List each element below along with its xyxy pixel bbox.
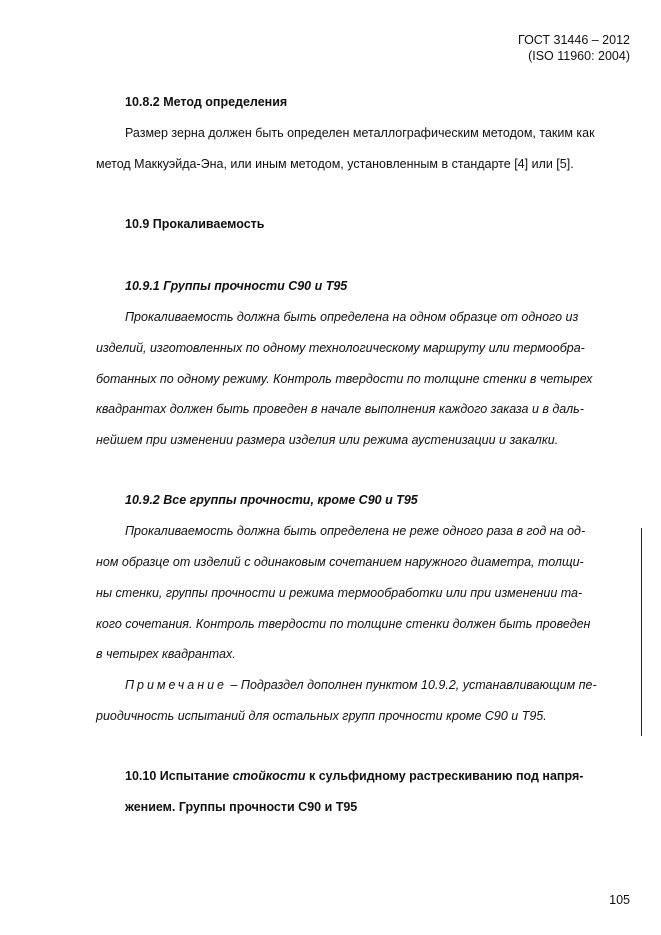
section-heading-10-9-2: 10.9.2 Все группы прочности, кроме С90 и Т95 <box>125 493 418 507</box>
section-heading-10-10 <box>125 768 583 784</box>
section-heading-10-9-1: 10.9.1 Группы прочности С90 и Т95 <box>125 279 348 293</box>
section-heading-10-10-cont: жением. Группы прочности С90 и Т95 <box>125 800 358 814</box>
paragraph-line: нейшем при изменении размера изделия или режима аустенизации и закалки. <box>96 433 559 447</box>
change-bar <box>641 528 642 736</box>
page-number: 105 <box>609 893 630 907</box>
heading-part: к сульфидному растрескиванию под напря- <box>305 769 584 783</box>
note-line: риодичность испытаний для остальных групп прочности кроме С90 и Т95. <box>96 709 547 723</box>
note-label: Примечание <box>125 678 227 692</box>
paragraph-line: изделий, изготовленных по одному технологическому маршруту или термообра- <box>96 341 585 355</box>
paragraph-line: квадрантах должен быть проведен в начале выполнения каждого заказа и в даль- <box>96 402 584 416</box>
section-heading-10-8-2: 10.8.2 Метод определения <box>125 95 288 109</box>
iso-reference: (ISO 11960: 2004) <box>528 49 630 63</box>
paragraph-line: метод Маккуэйда-Эна, или иным методом, установленным в стандарте [4] или [5]. <box>96 157 574 171</box>
note-line <box>125 677 597 693</box>
paragraph-line: ны стенки, группы прочности и режима термообработки или при изменении та- <box>96 586 583 600</box>
paragraph-line: в четырех квадрантах. <box>96 647 236 661</box>
paragraph-line: ном образце от изделий с одинаковым сочетанием наружного диаметра, толщи- <box>96 555 584 569</box>
standard-code: ГОСТ 31446 – 2012 <box>518 33 630 47</box>
paragraph-line: Прокаливаемость должна быть определена не реже одного раза в год на од- <box>125 524 586 538</box>
paragraph-line: Размер зерна должен быть определен металлографическим методом, таким как <box>125 126 595 140</box>
paragraph-line: кого сочетания. Контроль твердости по толщине стенки должен быть проведен <box>96 617 591 631</box>
note-text: – Подраздел дополнен пунктом 10.9.2, устанавливающим пе- <box>227 678 597 692</box>
heading-emphasis: стойкости <box>232 769 306 783</box>
paragraph-line: Прокаливаемость должна быть определена на одном образце от одного из <box>125 310 579 324</box>
paragraph-line: ботанных по одному режиму. Контроль твердости по толщине стенки в четырех <box>96 372 593 386</box>
heading-part: 10.10 Испытание <box>125 769 233 783</box>
section-heading-10-9: 10.9 Прокаливаемость <box>125 217 265 231</box>
